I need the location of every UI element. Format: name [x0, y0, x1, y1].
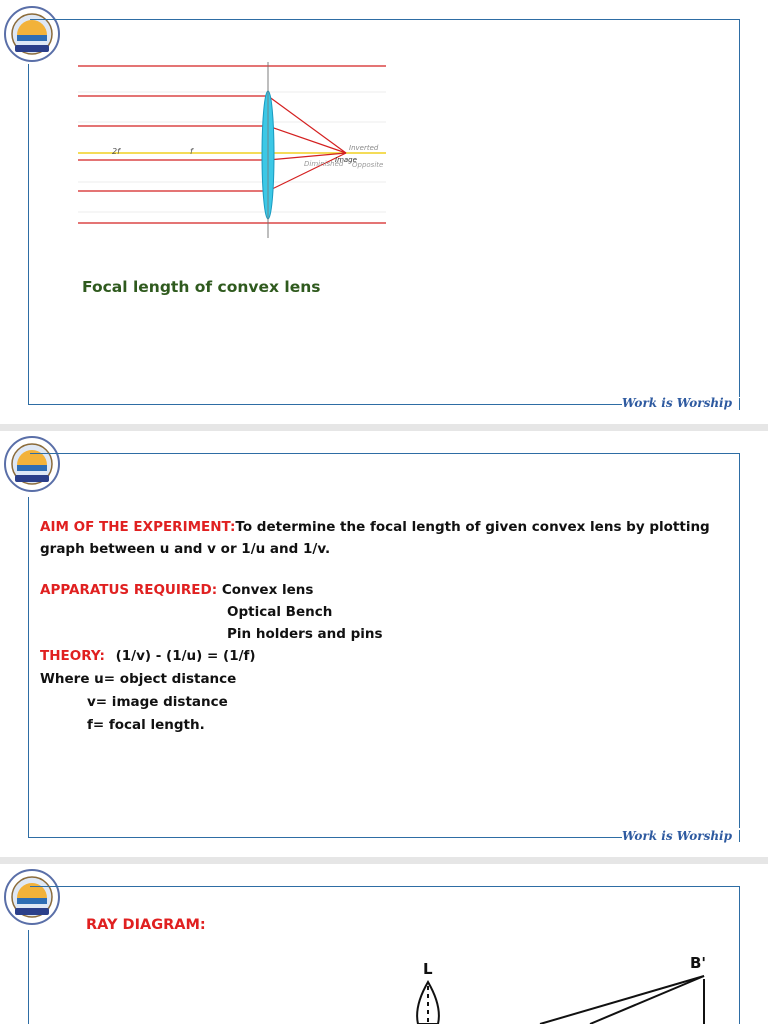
label-L: L	[423, 960, 433, 978]
where-line: Where u= object distance	[40, 671, 237, 687]
apparatus-item: Convex lens	[221, 582, 314, 598]
slide-caption: Focal length of convex lens	[82, 278, 321, 296]
frame-bottom	[28, 837, 622, 838]
label-diminished: Diminished	[304, 160, 344, 168]
motto-text: Work is Worship	[621, 829, 732, 843]
frame-left	[28, 930, 29, 1024]
lens-ray-diagram	[78, 62, 386, 238]
frame-top	[30, 453, 740, 454]
label-2f: 2f	[112, 147, 120, 156]
theory-label: THEORY:	[40, 648, 105, 664]
apparatus-line	[40, 582, 313, 598]
motto-text: Work is Worship	[621, 396, 732, 410]
frame-top	[30, 19, 740, 20]
where-line: v= image distance	[87, 694, 228, 710]
school-logo-icon	[3, 868, 61, 926]
ray-diagram-partial	[380, 954, 720, 1024]
theory-formula: (1/v) - (1/u) = (1/f)	[115, 648, 256, 664]
where-line: f= focal length.	[87, 717, 205, 733]
slide-1	[0, 0, 768, 424]
frame-left	[28, 497, 29, 837]
frame-tick	[739, 830, 740, 842]
frame-bottom	[28, 404, 622, 405]
aim-text: To determine the focal length of given convex lens by plotting	[235, 519, 710, 535]
apparatus-item: Optical Bench	[227, 604, 333, 620]
slide-3	[0, 864, 768, 1024]
ray-diagram-title: RAY DIAGRAM:	[86, 917, 206, 933]
frame-right	[739, 886, 740, 1024]
school-logo-icon	[3, 435, 61, 493]
label-f: f	[190, 147, 193, 156]
slide-2	[0, 431, 768, 857]
school-logo-icon	[3, 5, 61, 63]
label-image: Image	[335, 156, 357, 164]
aim-line-2: graph between u and v or 1/u and 1/v.	[40, 541, 331, 557]
frame-top	[30, 886, 740, 887]
label-opposite: Opposite	[352, 161, 384, 169]
apparatus-item: Pin holders and pins	[227, 626, 383, 642]
label-inverted: Inverted	[349, 144, 379, 152]
frame-right	[739, 19, 740, 397]
label-B-prime: B'	[690, 954, 707, 972]
apparatus-label: APPARATUS REQUIRED:	[40, 582, 218, 598]
frame-tick	[739, 398, 740, 410]
frame-right	[739, 453, 740, 828]
aim-line-1	[40, 519, 710, 535]
theory-line	[40, 648, 256, 664]
frame-left	[28, 64, 29, 405]
aim-label: AIM OF THE EXPERIMENT:	[40, 519, 236, 535]
